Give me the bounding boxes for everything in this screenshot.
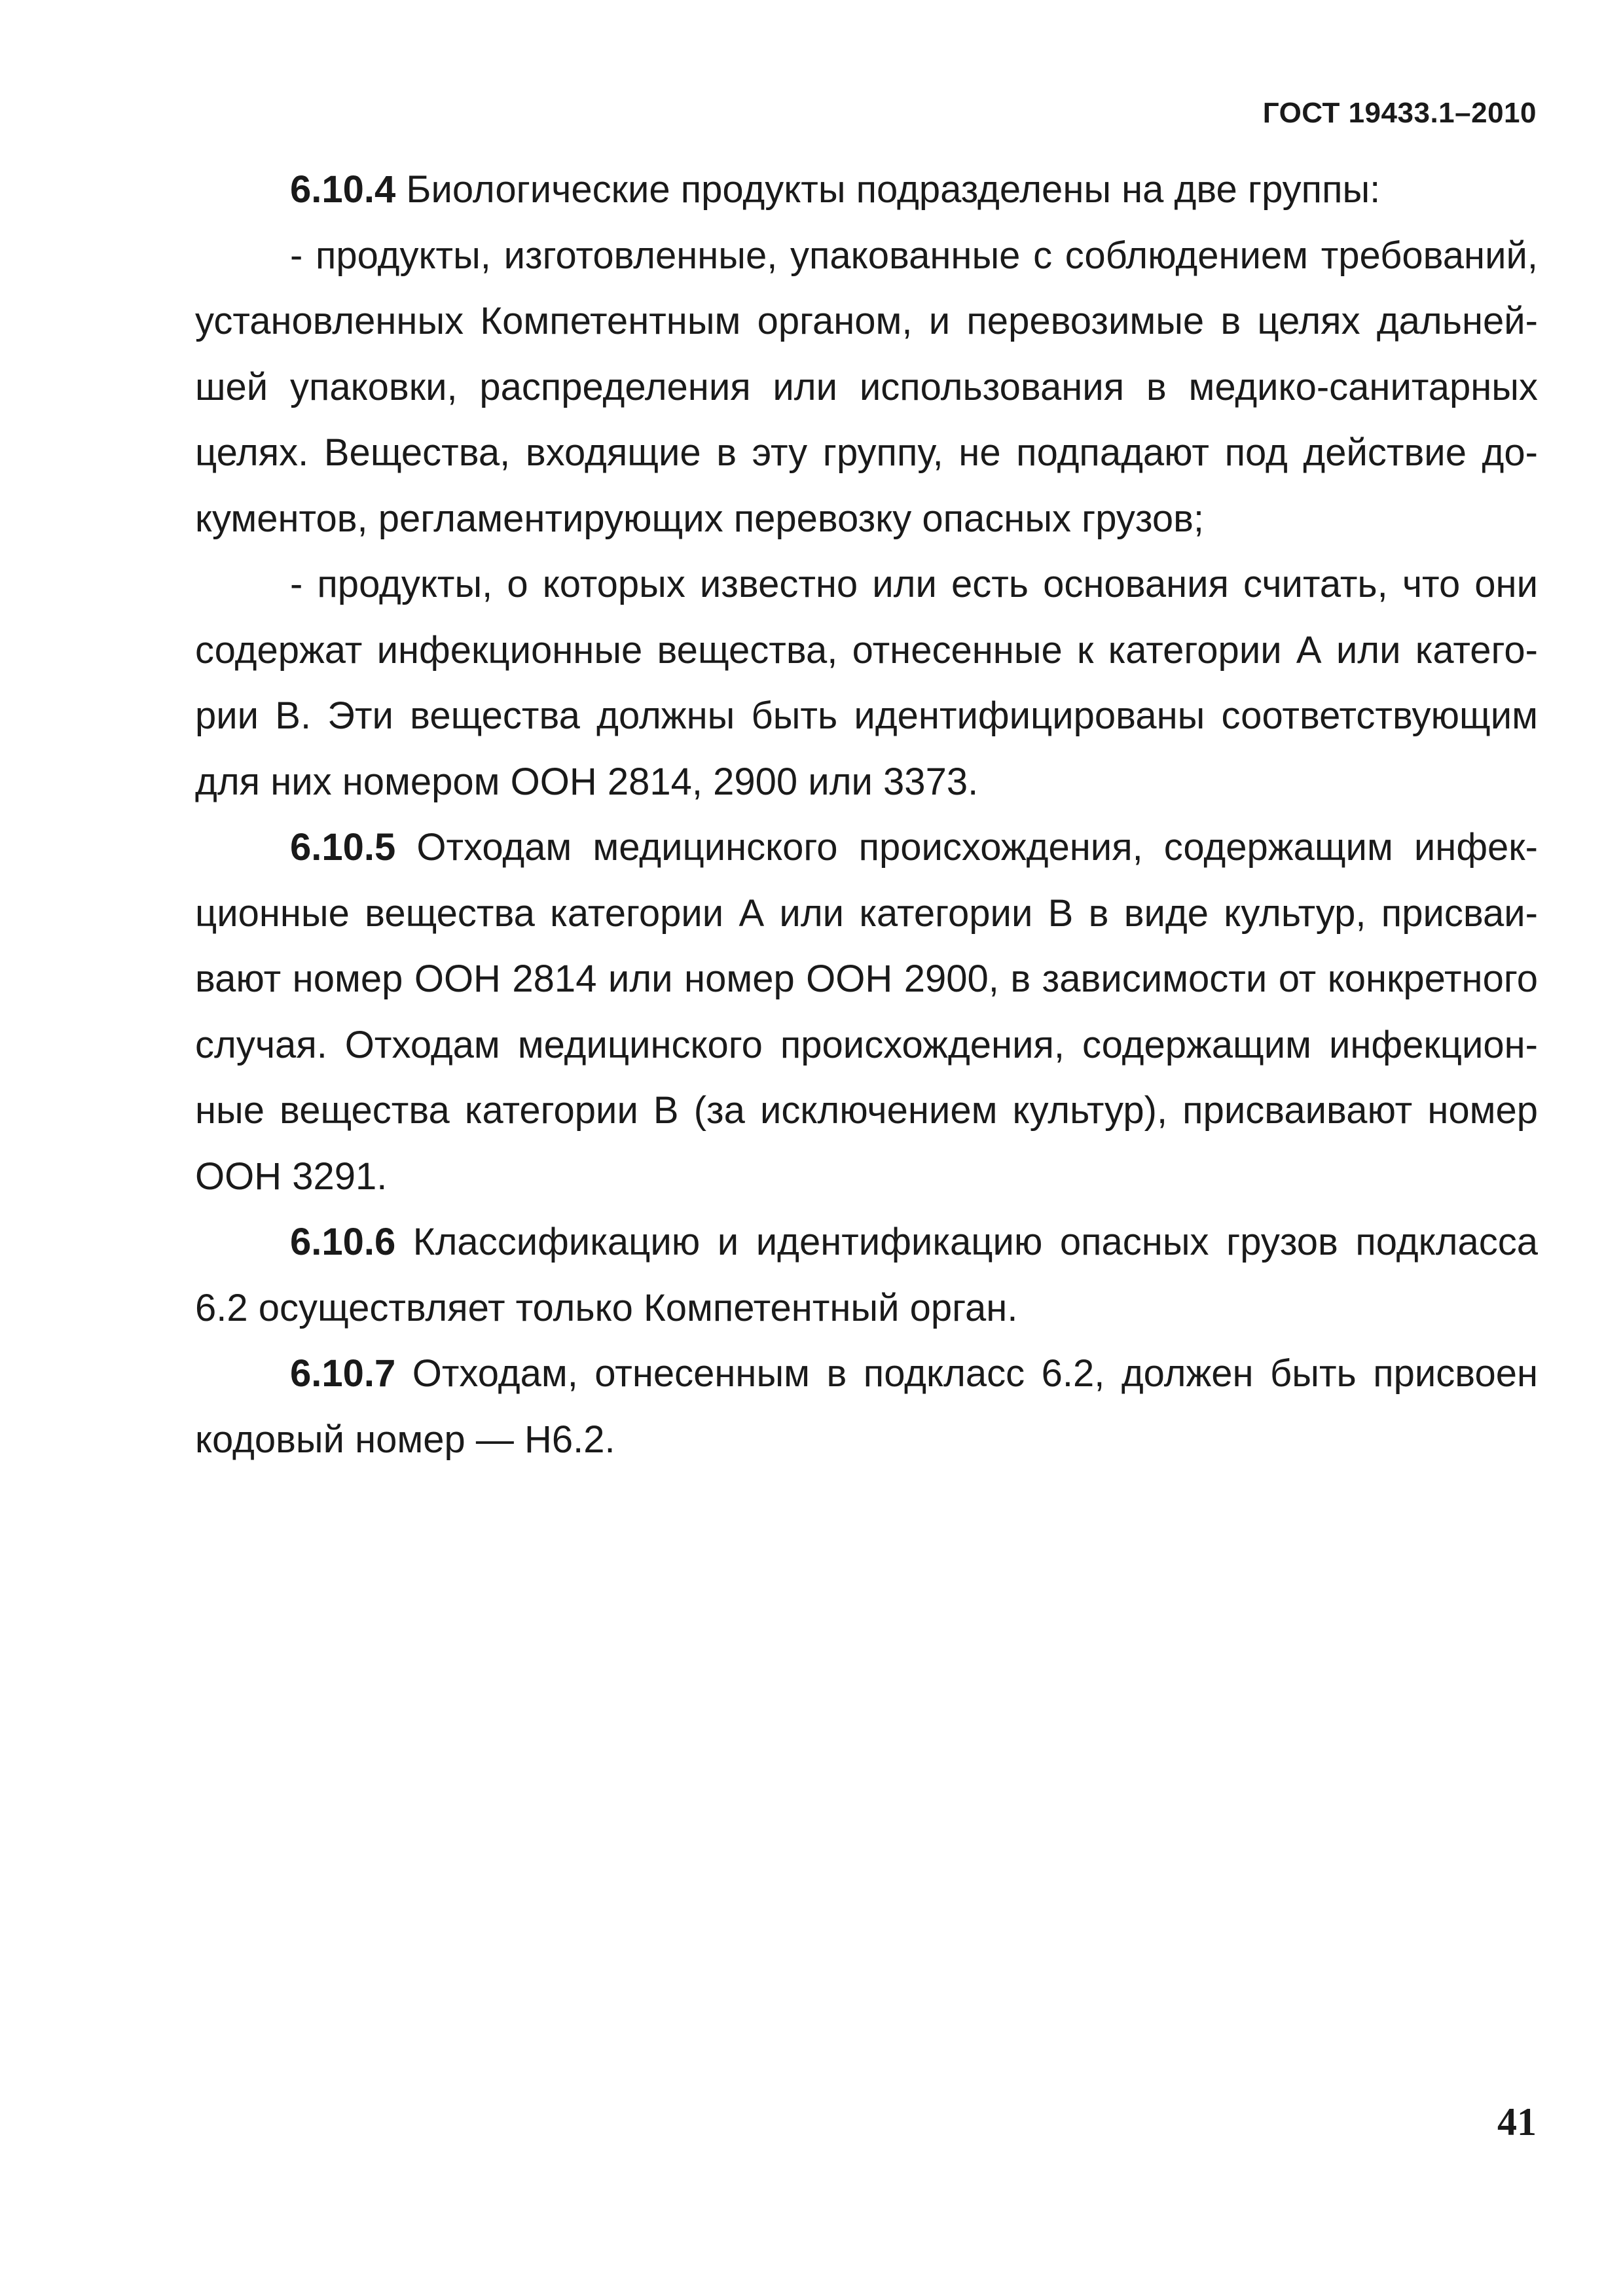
list-item-group-2: [195, 552, 1538, 815]
paragraph-text: Биологические продукты подразделены на две группы:: [395, 168, 1381, 211]
document-body: [195, 157, 1538, 1473]
paragraph-text: - продукты, о которых известно или есть основания считать, что они содержат инфекционные вещества, отнесенные к категории А или категории В. Эти вещества должны быть идентифицированы соответствующим для них номером ООН 2814, 2900 или 3373.: [195, 563, 1538, 803]
clause-number: 6.10.5: [290, 826, 396, 869]
list-item-group-1: [195, 223, 1538, 552]
clause-number: 6.10.6: [290, 1221, 396, 1263]
document-header: ГОСТ 19433.1–2010: [1262, 97, 1537, 129]
paragraph-6-10-4: [195, 157, 1538, 223]
paragraph-text: Отходам медицинского происхождения, содержащим инфекционные вещества категории А или категории В в виде культур, присваивают номер ООН 2814 или номер ООН 2900, в зависимости от конкретного случая. Отходам медицинского происхождения, содержащим инфекционные вещества категории В (за исключением культур), присваивают номер ООН 3291.: [195, 826, 1538, 1198]
paragraph-text: Отходам, отнесенным в подкласс 6.2, должен быть присвоен кодовый номер — Н6.2.: [195, 1352, 1538, 1461]
paragraph-text: - продукты, изготовленные, упакованные с соблюдением требований, установленных Компетентным органом, и перевозимые в целях дальнейшей упаковки, распределения или использования в медико-санитарных целях. Вещества, входящие в эту группу, не подпадают под действие документов, регламентирующих перевозку опасных грузов;: [195, 234, 1538, 540]
paragraph-6-10-5: [195, 815, 1538, 1210]
page-number: 41: [1497, 2100, 1537, 2144]
clause-number: 6.10.7: [290, 1352, 396, 1395]
paragraph-text: Классификацию и идентификацию опасных грузов подкласса 6.2 осуществляет только Компетентный орган.: [195, 1221, 1538, 1329]
clause-number: 6.10.4: [290, 168, 396, 211]
paragraph-6-10-7: [195, 1341, 1538, 1473]
paragraph-6-10-6: [195, 1210, 1538, 1341]
